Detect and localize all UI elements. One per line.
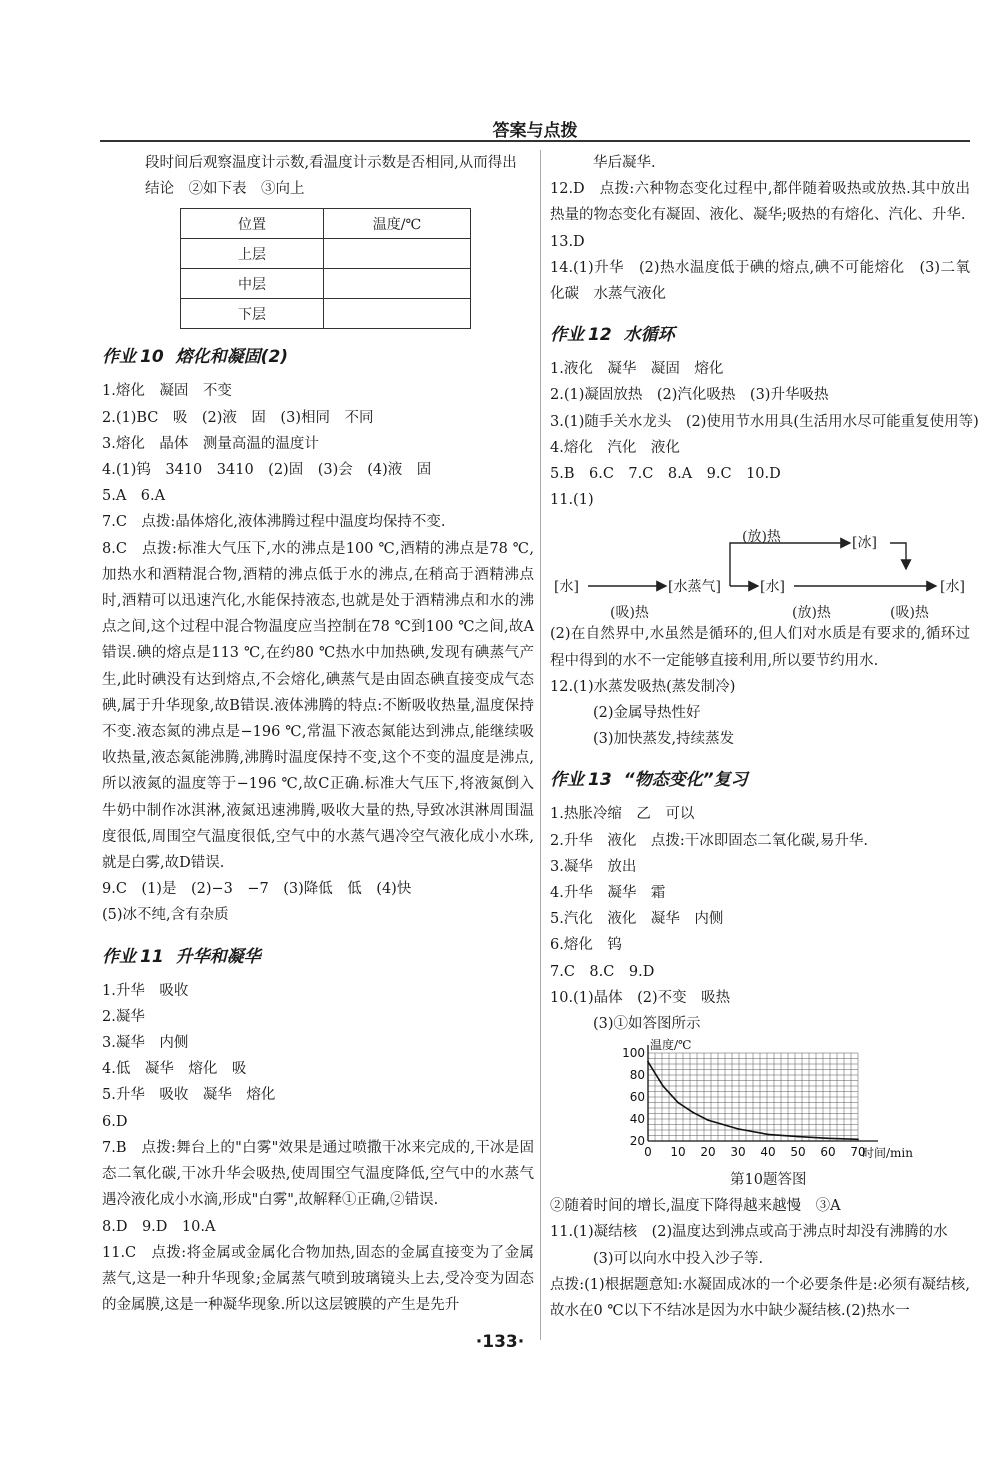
answer-line: 2.(1)BC 吸 (2)液 固 (3)相同 不同 [102, 409, 374, 426]
answer-line: 9.C (1)是 (2)−3 −7 (3)降低 低 (4)快 [102, 881, 412, 898]
node-ice: [冰] [852, 535, 877, 552]
table-cell: 下层 [181, 299, 324, 329]
page-header: 答案与点拨 [492, 121, 578, 141]
curve-point [707, 1119, 709, 1121]
answer-line: 3.凝华 内侧 [102, 1035, 189, 1052]
section-title: 水循环 [623, 325, 675, 346]
answer-line: 1.升华 吸收 [102, 982, 189, 999]
answer-paragraph: 点拨:(1)根据题意知:水凝固成冰的一个必要条件是:必须有凝结核,故水在0 ℃以下不结冰是因为水中缺少凝结核.(2)热水一 [550, 1276, 970, 1320]
section-number: 10 [140, 347, 164, 368]
arrow-label-absorb-1: (吸)热 [610, 605, 649, 622]
section-heading-13 [550, 768, 970, 792]
curve-point [767, 1134, 769, 1136]
answer-paragraph: (2)在自然界中,水虽然是循环的,但人们对水质是有要求的,循环过程中得到的水不一定能够直接利用,所以要节约用水. [550, 626, 970, 669]
table-header: 温度/℃ [324, 209, 471, 239]
answer-paragraph: 7.B 点拨:舞台上的"白雾"效果是通过喷撒干冰来完成的,干冰是固态二氧化碳,干冰升华会吸热,使周围空气温度降低,空气中的水蒸气遇冷液化成小水滴,形成"白雾",故解释①正确,②错误. [102, 1139, 534, 1209]
answer-line: 1.热胀冷缩 乙 可以 [550, 806, 695, 823]
answer-line: 1.熔化 凝固 不变 [102, 383, 232, 400]
answer-line: 2.升华 液化 点拨:干冰即固态二氧化碳,易升华. [550, 832, 868, 849]
section-heading-10 [102, 345, 534, 369]
answer-line: 3.熔化 晶体 测量高温的温度计 [102, 435, 319, 452]
answer-line: 5.汽化 液化 凝华 内侧 [550, 911, 724, 928]
answer-line: 1.液化 凝华 凝固 熔化 [550, 361, 724, 378]
intro-line: 段时间后观察温度计示数,看温度计示数是否相同,从而得出 [145, 155, 517, 171]
answer-line: (2)金属导热性好 [593, 705, 701, 722]
x-tick-label: 0 [644, 1145, 652, 1160]
table-row [181, 299, 471, 329]
water-cycle-diagram [550, 513, 970, 621]
chart-caption: 第10题答图 [730, 1172, 807, 1189]
table-header-row [181, 209, 471, 239]
y-tick-label: 80 [629, 1068, 645, 1083]
arrow-label-release-1: (放)热 [742, 529, 781, 546]
table-cell [324, 269, 471, 299]
answer-line: (3)可以向水中投入沙子等. [593, 1250, 764, 1267]
node-vapor: [水蒸气] [668, 579, 721, 596]
curve-point [677, 1102, 679, 1104]
answer-line: 2.(1)凝固放热 (2)汽化吸热 (3)升华吸热 [550, 387, 829, 404]
answer-paragraph: 11.C 点拨:将金属或金属化合物加热,固态的金属直接变为了金属蒸气,这是一种升华现象;金属蒸气喷到玻璃镜头上去,受冷变为固态的金属膜,这是一种凝华现象.所以这层镀膜的产生是先升 [102, 1244, 534, 1314]
y-tick-label: 20 [629, 1134, 645, 1149]
x-tick-label: 30 [730, 1145, 746, 1160]
y-axis-label: 温度/℃ [650, 1038, 692, 1053]
y-tick-label: 40 [629, 1112, 645, 1127]
answer-line: 4.低 凝华 熔化 吸 [102, 1061, 247, 1078]
table-cell [324, 239, 471, 269]
answer-line: 6.熔化 钨 [550, 937, 622, 954]
cooling-curve-chart [618, 1037, 970, 1167]
answer-paragraph: 8.C 点拨:标准大气压下,水的沸点是100 ℃,酒精的沸点是78 ℃,加热水和酒精混合物,酒精的沸点低于水的沸点,在稍高于酒精沸点时,酒精可以迅速汽化,水能保持液态,也就是处于酒精沸点和水的沸点之间,这个过程中混合物温度应当控制在78 ℃到100 ℃之间,故A错误.碘的熔点是113 ℃,在约80 ℃热水中加热碘,发现有碘蒸气产生,此时碘没有达到熔点,不会熔化,碘蒸气是由固态碘直接变成气态碘,属于升华现象,故B错误.液体沸腾的特点:不断吸收热量,温度保持不变.液态氮的沸点是−196 ℃,常温下液态氮能达到沸点,能继续吸收热量,液态氮能沸腾,沸腾时温度保持不变,这个不变的温度是沸点,所以液氮的温度等于−196 ℃,故C正确.标准大气压下,将液氮倒入牛奶中制作冰淇淋,液氮迅速沸腾,吸收大量的热,导致冰淇淋周围温度很低,周围空气温度很低,空气中的水蒸气遇冷空气液化成小水珠,就是白雾,故D错误. [102, 540, 534, 872]
table-cell [324, 299, 471, 329]
answer-line: 5.A 6.A [102, 488, 166, 505]
x-tick-label: 20 [700, 1145, 716, 1160]
left-column [102, 150, 534, 1318]
answer-line: 7.C 8.C 9.D [550, 963, 655, 980]
y-tick-label: 100 [622, 1046, 645, 1061]
answer-line: 4.熔化 汽化 液化 [550, 439, 680, 456]
x-tick-label: 60 [820, 1145, 836, 1160]
answer-line: 7.C 点拨:晶体熔化,液体沸腾过程中温度均保持不变. [102, 514, 446, 531]
answer-line: 3.凝华 放出 [550, 858, 637, 875]
table-row [181, 269, 471, 299]
answer-paragraph: 12.D 点拨:六种物态变化过程中,都伴随着吸热或放热.其中放出热量的物态变化有凝固、液化、凝华;吸热的有熔化、汽化、升华. [550, 181, 970, 224]
arrow-label-release-2: (放)热 [792, 605, 831, 622]
answer-line: 13.D [550, 233, 585, 250]
right-column [550, 150, 979, 1324]
answer-line: 11.(1)凝结核 (2)温度达到沸点或高于沸点时却没有沸腾的水 [550, 1224, 948, 1241]
section-title: 熔化和凝固(2) [175, 347, 289, 368]
curve-point [857, 1139, 859, 1141]
column-divider [540, 150, 541, 1340]
section-title: “物态变化”复习 [623, 770, 748, 791]
curve-point [647, 1061, 649, 1063]
answer-line: 4.升华 凝华 霜 [550, 885, 666, 902]
curve-point [737, 1128, 739, 1130]
page-number: ·133· [475, 1332, 525, 1352]
answer-line: (3)加快蒸发,持续蒸发 [593, 731, 735, 748]
x-axis-label: 时间/min [862, 1146, 913, 1161]
answer-line: 华后凝华. [593, 155, 656, 171]
answer-line: 11.(1) [550, 492, 594, 509]
answer-line: (3)①如答图所示 [593, 1016, 701, 1033]
arrow [730, 543, 850, 586]
node-water-2: [水] [760, 579, 785, 596]
x-tick-label: 70 [850, 1145, 866, 1160]
section-number: 13 [588, 770, 612, 791]
answer-line: 3.(1)随手关水龙头 (2)使用节水用具(生活用水尽可能重复使用等) [550, 413, 979, 430]
x-tick-label: 40 [760, 1145, 776, 1160]
water-cycle-svg [550, 513, 970, 621]
x-tick-label: 10 [670, 1145, 686, 1160]
arrow-label-absorb-2: (吸)热 [890, 605, 929, 622]
answer-line: (5)冰不纯,含有杂质 [102, 907, 229, 924]
answer-line: 8.D 9.D 10.A [102, 1218, 216, 1235]
arrow [890, 543, 906, 569]
curve-point [692, 1112, 694, 1114]
section-label: 作业 [550, 325, 584, 346]
answer-line: 5.B 6.C 7.C 8.A 9.C 10.D [550, 466, 781, 483]
header-rule [100, 140, 970, 142]
table-row [181, 239, 471, 269]
x-tick-label: 50 [790, 1145, 806, 1160]
y-tick-label: 60 [629, 1090, 645, 1105]
intro-line: 结论 ②如下表 ③向上 [145, 181, 305, 198]
answer-line: 2.凝华 [102, 1008, 145, 1025]
node-water-1: [水] [554, 579, 579, 596]
table-cell: 上层 [181, 239, 324, 269]
answer-line: 12.(1)水蒸发吸热(蒸发制冷) [550, 678, 736, 695]
temperature-table [180, 208, 471, 329]
section-number: 12 [588, 325, 612, 346]
section-number: 11 [140, 946, 164, 967]
table-header: 位置 [181, 209, 324, 239]
node-water-3: [水] [940, 579, 965, 596]
curve-point [797, 1136, 799, 1138]
section-title: 升华和凝华 [175, 946, 261, 967]
section-label: 作业 [102, 347, 136, 368]
section-heading-11 [102, 945, 534, 969]
section-heading-12 [550, 323, 970, 347]
section-label: 作业 [102, 946, 136, 967]
answer-line: ②随着时间的增长,温度下降得越来越慢 ③A [550, 1198, 841, 1215]
answer-paragraph: 14.(1)升华 (2)热水温度低于碘的熔点,碘不可能熔化 (3)二氧化碳 水蒸气液化 [550, 259, 970, 303]
answer-line: 10.(1)晶体 (2)不变 吸热 [550, 989, 731, 1006]
section-label: 作业 [550, 770, 584, 791]
cooling-curve-svg [618, 1037, 918, 1167]
answer-line: 4.(1)钨 3410 3410 (2)固 (3)会 (4)液 固 [102, 462, 432, 479]
answer-line: 6.D [102, 1113, 128, 1130]
answer-line: 5.升华 吸收 凝华 熔化 [102, 1087, 276, 1104]
table-cell: 中层 [181, 269, 324, 299]
curve-point [827, 1138, 829, 1140]
curve-point [662, 1085, 664, 1087]
